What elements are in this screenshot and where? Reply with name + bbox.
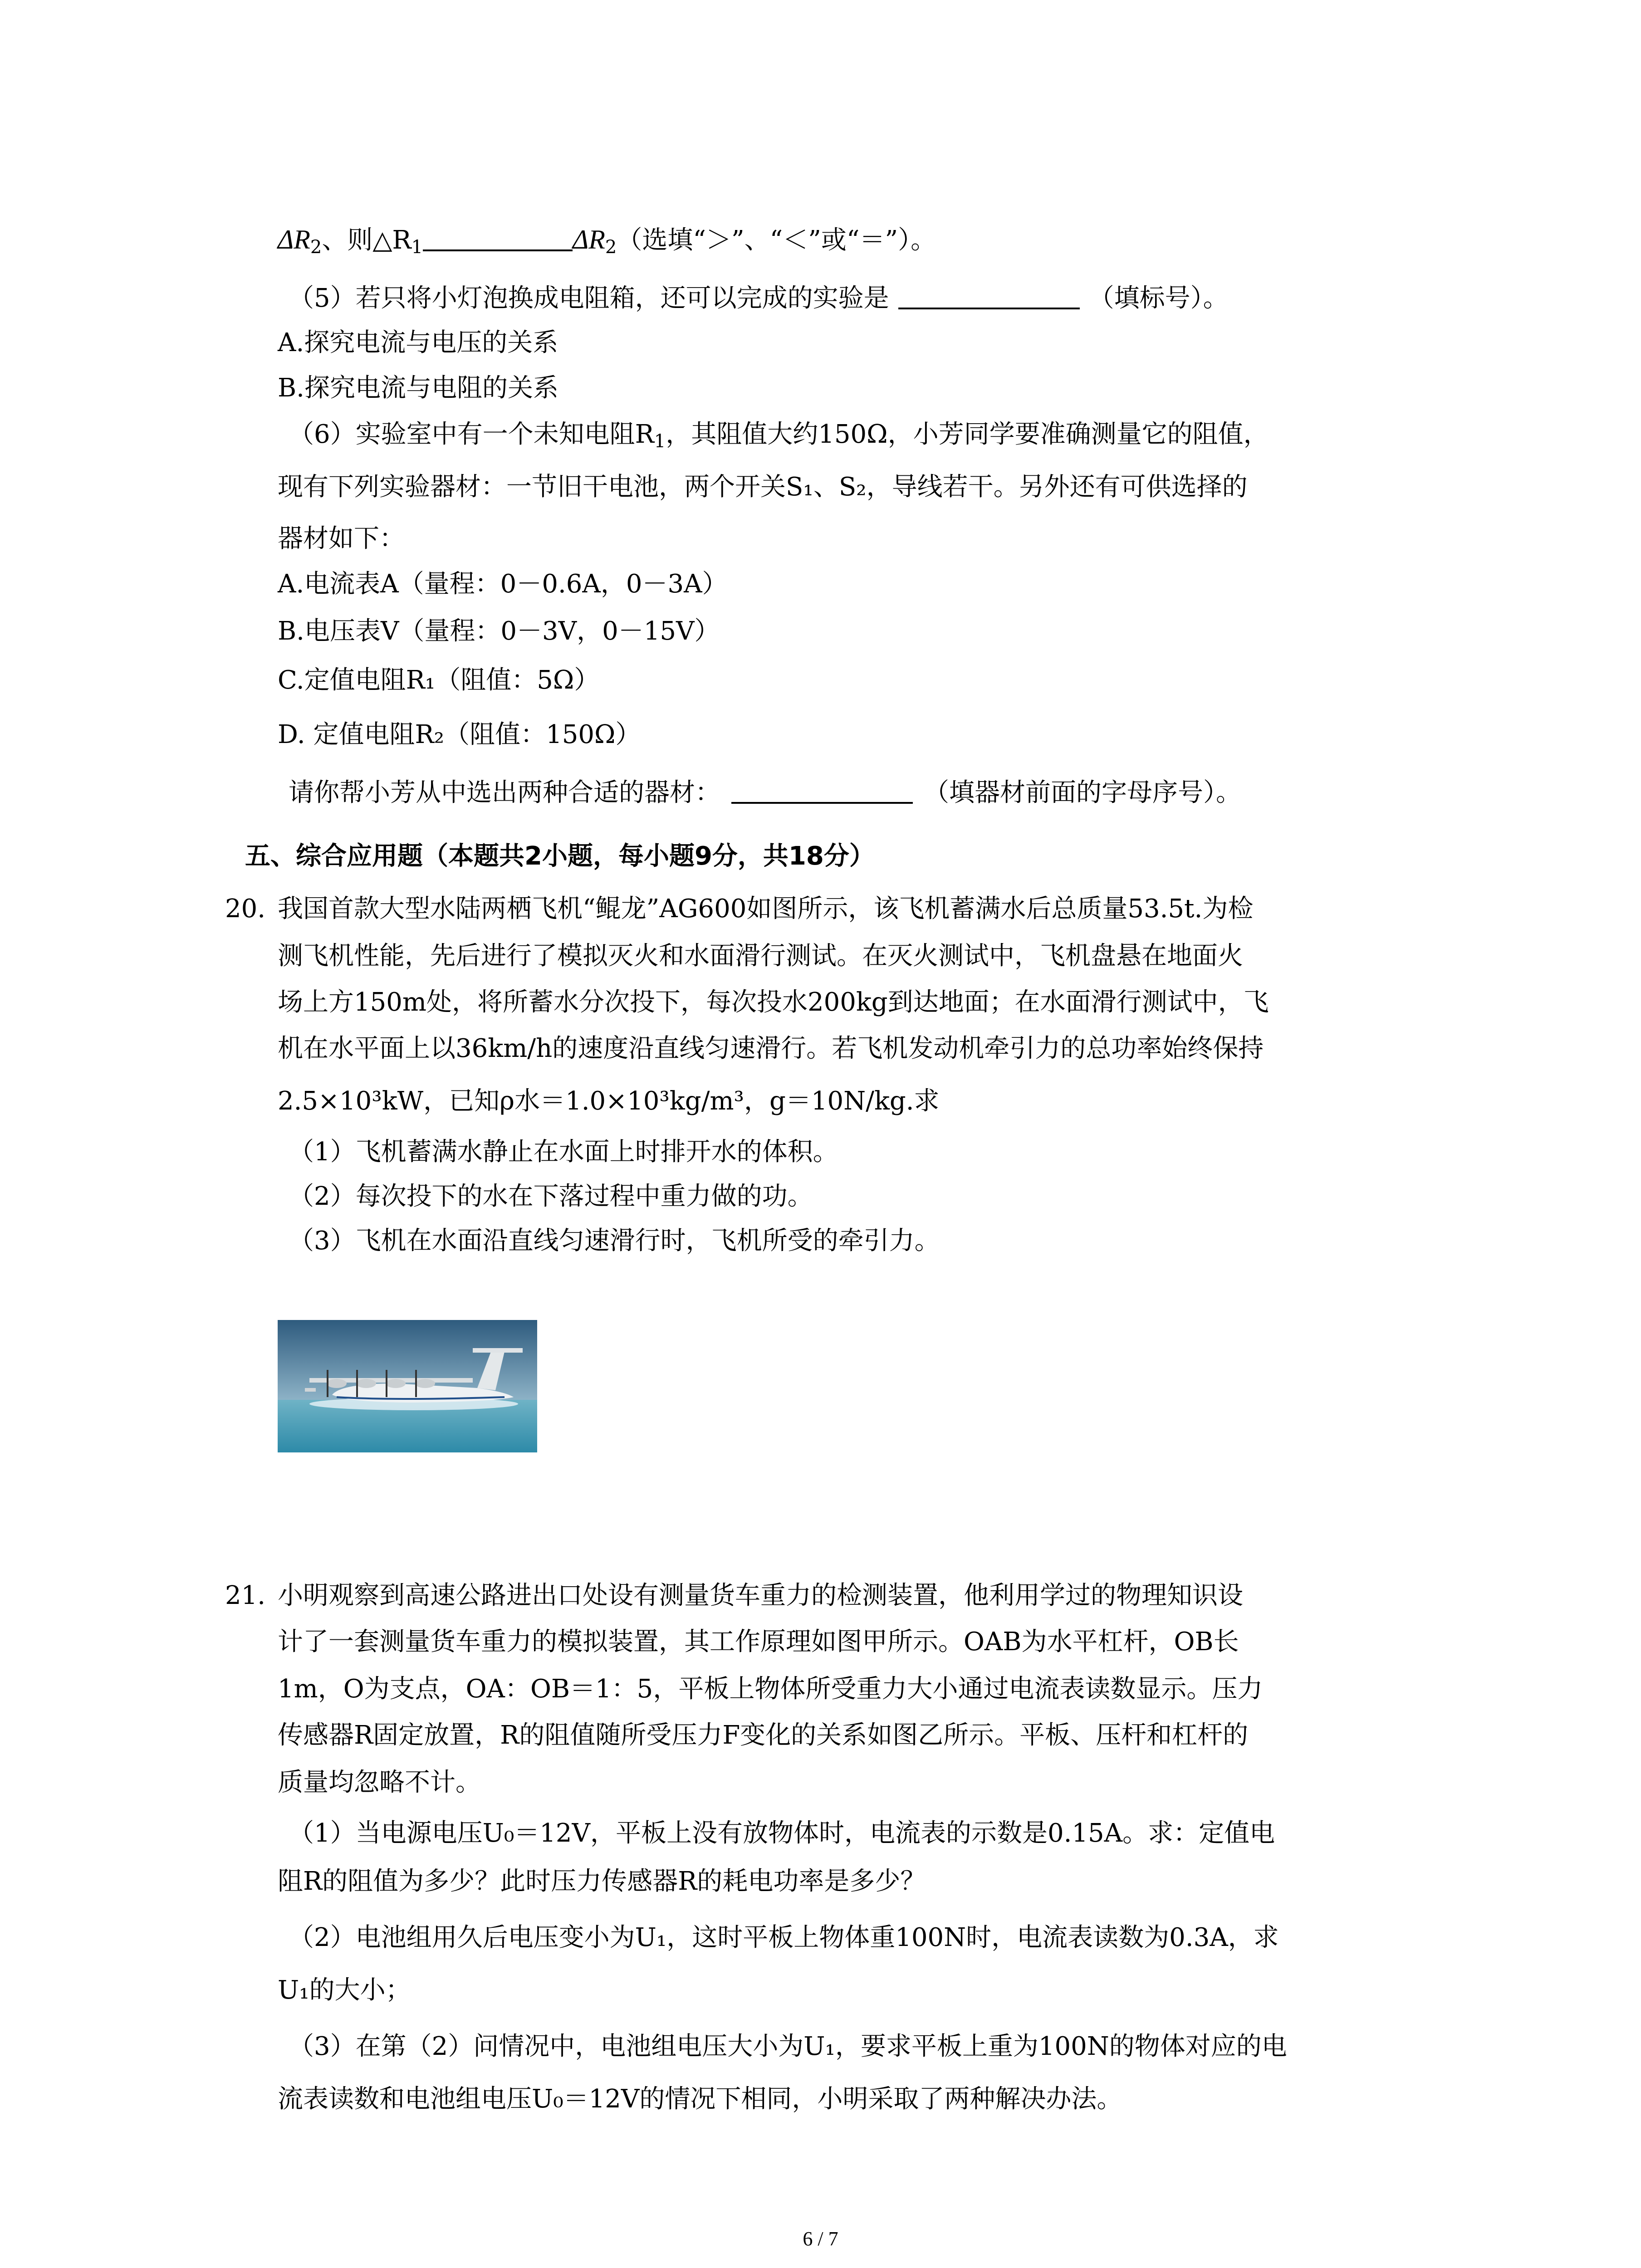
amphibious-plane-photo	[278, 1320, 537, 1452]
equipment-b: B.电压表V（量程：0－3V，0－15V）	[278, 616, 720, 646]
q21-line4: 传感器R固定放置，R的阻值随所受压力F变化的关系如图乙所示。平板、压杆和杠杆的	[278, 1721, 1249, 1750]
q19-line-delta: $\Delta R_2$、则$\triangle R_1$ $\Delta R_2$（选填“＞”、“＜”或“＝”）。	[278, 225, 936, 258]
page-number: 6 / 7	[803, 2228, 838, 2250]
q21-line1: 小明观察到高速公路进出口处设有测量货车重力的检测装置，他利用学过的物理知识设	[278, 1581, 1243, 1610]
answer-blank[interactable]	[423, 224, 573, 251]
q21-sub1-line1: （1）当电源电压U₀＝12V，平板上没有放物体时，电流表的示数是0.15A。求：定值电	[289, 1818, 1275, 1848]
q20-sub3: （3）飞机在水面沿直线匀速滑行时，飞机所受的牵引力。	[289, 1226, 940, 1256]
q21-sub1-line2: 阻R的阻值为多少？此时压力传感器R的耗电功率是多少？	[278, 1867, 926, 1896]
section-heading: 五、综合应用题（本题共2小题，每小题9分，共18分）	[245, 841, 875, 871]
q20-line3: 场上方150m处，将所蓄水分次投下，每次投水200kg到达地面；在水面滑行测试中，飞	[278, 987, 1269, 1017]
q20-line5: 2.5×10³kW，已知ρ水＝1.0×10³kg/m³，g＝10N/kg.求	[278, 1086, 940, 1116]
q21-line5: 质量均忽略不计。	[278, 1768, 481, 1797]
q20-line2: 测飞机性能，先后进行了模拟灭火和水面滑行测试。在灭火测试中，飞机盘悬在地面火	[278, 941, 1243, 971]
q20-sub1: （1）飞机蓄满水静止在水面上时排开水的体积。	[289, 1137, 838, 1167]
option-b: B.探究电流与电阻的关系	[278, 373, 558, 403]
q19-part6: （6）实验室中有一个未知电阻$R_1$，其阻值大约150Ω，小芳同学要准确测量它的阻值，	[289, 420, 1269, 452]
q20-line4: 机在水平面上以36km/h的速度沿直线匀速滑行。若飞机发动机牵引力的总功率始终保持	[278, 1034, 1264, 1063]
q21-line3: 1m，O为支点，OA：OB＝1：5，平板上物体所受重力大小通过电流表读数显示。压力	[278, 1674, 1263, 1704]
q21-sub2-line2: U₁的大小；	[278, 1975, 411, 2005]
q21-line2: 计了一套测量货车重力的模拟装置，其工作原理如图甲所示。OAB为水平杠杆，OB长	[278, 1627, 1239, 1657]
q19-part6-line2: 现有下列实验器材：一节旧干电池，两个开关S₁、S₂，导线若干。另外还有可供选择的	[278, 472, 1248, 502]
equipment-a: A.电流表A（量程：0－0.6A，0－3A）	[278, 569, 728, 599]
answer-blank[interactable]	[731, 777, 913, 804]
question-number: 20.	[225, 894, 266, 924]
q19-part6-line3: 器材如下：	[278, 524, 405, 553]
equipment-c: C.定值电阻R₁（阻值：5Ω）	[278, 665, 600, 695]
equipment-d: D. 定值电阻R₂（阻值：150Ω）	[278, 720, 641, 749]
q21-sub3-line1: （3）在第（2）问情况中，电池组电压大小为U₁，要求平板上重为100N的物体对应的电	[289, 2032, 1287, 2061]
q19-part5: （5）若只将小灯泡换成电阻箱，还可以完成的实验是 （填标号）。	[289, 281, 1229, 316]
option-a: A.探究电流与电压的关系	[278, 328, 558, 357]
question-number: 21.	[225, 1581, 266, 1610]
q20-line1: 我国首款大型水陆两栖飞机“鲲龙”AG600如图所示，该飞机蓄满水后总质量53.5t.为检	[278, 894, 1254, 924]
answer-blank[interactable]	[898, 282, 1080, 309]
q21-sub2-line1: （2）电池组用久后电压变小为U₁，这时平板上物体重100N时，电流表读数为0.3A，求	[289, 1923, 1279, 1952]
q21-sub3-line2: 流表读数和电池组电压U₀＝12V的情况下相同，小明采取了两种解决办法。	[278, 2084, 1122, 2114]
q20-sub2: （2）每次投下的水在下落过程中重力做的功。	[289, 1182, 813, 1211]
q19-part6-ask: 请你帮小芳从中选出两种合适的器材： （填器材前面的字母序号）。	[289, 776, 1241, 810]
